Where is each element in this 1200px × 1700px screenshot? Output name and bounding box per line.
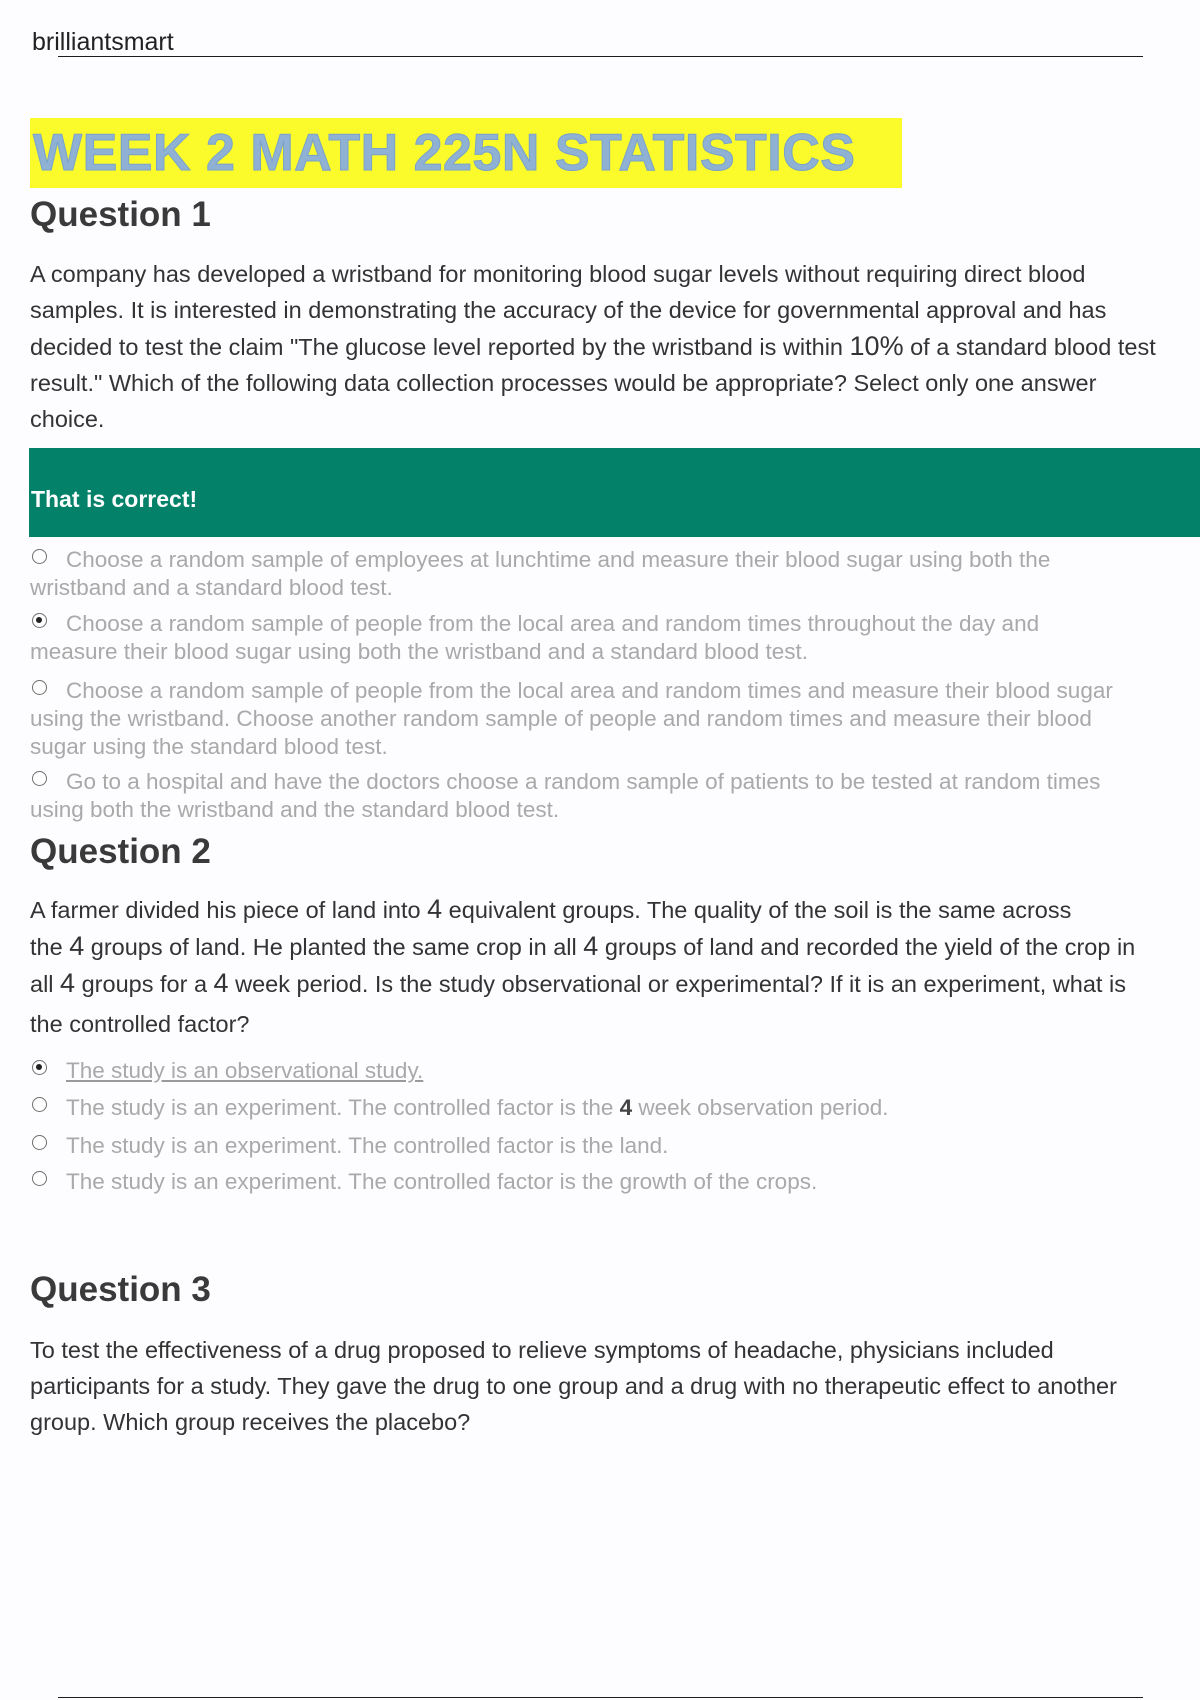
question-2-title: Question 2 (30, 832, 211, 871)
question-1-text (30, 256, 1200, 437)
question-1-line: result." Which of the following data collection processes would be appropriate? Select only one answer (30, 370, 1097, 396)
radio-button[interactable] (32, 771, 47, 786)
question-1-line: A company has developed a wristband for monitoring blood sugar levels without requiring direct blood (30, 261, 1086, 287)
feedback-banner (29, 448, 1200, 537)
question-2-option-2[interactable]: The study is an experiment. The controlled factor is the 4 week observation period. (30, 1094, 1200, 1122)
footer-rule (58, 1697, 1143, 1698)
question-2-text (30, 891, 1200, 1042)
site-name: brilliantsmart (32, 28, 174, 56)
question-3-line: To test the effectiveness of a drug proposed to relieve symptoms of headache, physicians included (30, 1337, 1054, 1363)
question-1-line: decided to test the claim "The glucose level reported by the wristband is within 10% of a standard blood test (30, 331, 1156, 361)
radio-button[interactable] (32, 1135, 47, 1150)
question-2-option-4[interactable]: The study is an experiment. The controlled factor is the growth of the crops. (30, 1168, 1200, 1196)
page-title-banner (30, 118, 902, 188)
question-1-line: choice. (30, 406, 105, 432)
page-title: WEEK 2 MATH 225N STATISTICS (33, 124, 856, 182)
header-rule (58, 56, 1143, 57)
question-2-line: all 4 groups for a 4 week period. Is the study observational or experimental? If it is an experiment, what is (30, 968, 1126, 998)
question-2-line: A farmer divided his piece of land into 4 equivalent groups. The quality of the soil is the same across (30, 894, 1072, 924)
question-1-option-1[interactable]: Choose a random sample of employees at lunchtime and measure their blood sugar using both the wristband and a standard blood test. (30, 547, 1051, 600)
question-3-text (30, 1332, 1200, 1440)
question-1-title: Question 1 (30, 195, 211, 234)
question-2-line: the 4 groups of land. He planted the same crop in all 4 groups of land and recorded the yield of the crop in (30, 931, 1136, 961)
question-1-option-2[interactable]: Choose a random sample of people from the local area and random times throughout the day and measure their blood sugar using both the wristband and a standard blood test. (30, 611, 1040, 664)
radio-button-selected[interactable] (32, 1060, 47, 1075)
radio-button[interactable] (32, 1097, 47, 1112)
feedback-text: That is correct! (31, 486, 198, 512)
radio-button[interactable] (32, 680, 47, 695)
question-3-line: group. Which group receives the placebo? (30, 1409, 471, 1435)
question-1-line: samples. It is interested in demonstrating the accuracy of the device for governmental approval and has (30, 297, 1107, 323)
question-2-option-1[interactable]: The study is an observational study. (30, 1057, 1200, 1085)
question-1-option-4[interactable]: Go to a hospital and have the doctors choose a random sample of patients to be tested at random times using both the wristband and the standard blood test. (30, 769, 1101, 822)
radio-button-selected[interactable] (32, 613, 47, 628)
question-2-line: the controlled factor? (30, 1011, 250, 1037)
question-3-line: participants for a study. They gave the drug to one group and a drug with no therapeutic effect to another (30, 1373, 1117, 1399)
question-3-title: Question 3 (30, 1270, 211, 1309)
radio-button[interactable] (32, 1171, 47, 1186)
question-1-option-3[interactable]: Choose a random sample of people from the local area and random times and measure their blood sugar using the wristband. Choose another random sample of people and random times and measure their blood sugar using the standard blood test. (30, 678, 1113, 759)
question-2-option-3[interactable]: The study is an experiment. The controlled factor is the land. (30, 1132, 1200, 1160)
radio-button[interactable] (32, 549, 47, 564)
